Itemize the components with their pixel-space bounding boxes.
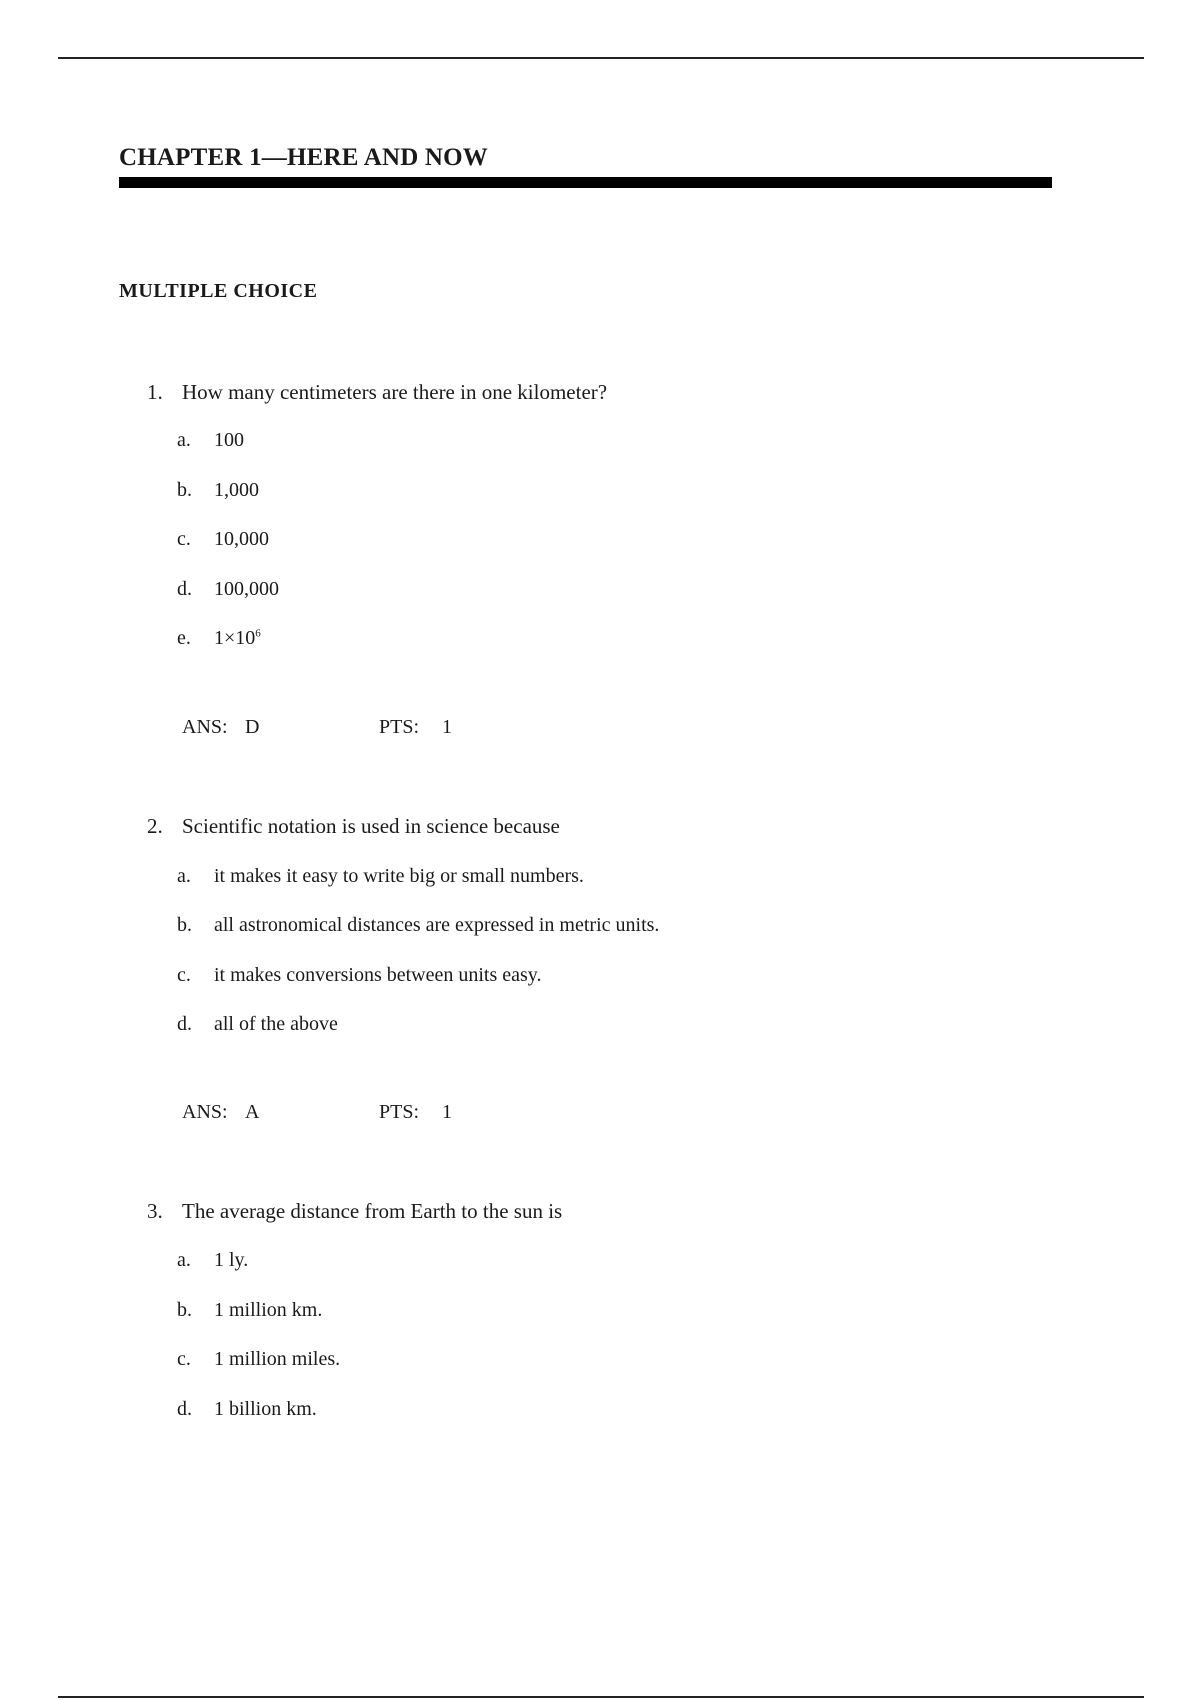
option-text (214, 627, 261, 650)
option-text-base: 1×10 (214, 627, 256, 649)
question-number: 1. (147, 380, 163, 404)
option-letter: b. (177, 1299, 192, 1321)
option-text: 1 million miles. (214, 1348, 341, 1370)
option-letter: b. (177, 479, 192, 501)
question-text: The average distance from Earth to the sun is (182, 1199, 563, 1223)
page-bottom-rule (58, 1696, 1144, 1698)
answer-value: D (245, 716, 260, 738)
option-2c (0, 964, 1200, 994)
chapter-title: CHAPTER 1—HERE AND NOW (119, 144, 489, 171)
option-letter: d. (177, 1013, 192, 1035)
points-value: 1 (442, 1101, 452, 1123)
option-text: all astronomical distances are expressed in metric units. (214, 914, 660, 936)
option-letter: c. (177, 964, 191, 986)
option-letter: e. (177, 627, 191, 649)
option-1b (0, 479, 1200, 509)
option-text: 100 (214, 429, 244, 451)
page-top-rule (58, 57, 1144, 59)
question-text: Scientific notation is used in science because (182, 814, 560, 838)
question-number: 3. (147, 1199, 163, 1223)
option-text: 1 ly. (214, 1249, 249, 1271)
points-value: 1 (442, 716, 452, 738)
option-letter: c. (177, 528, 191, 550)
option-letter: d. (177, 578, 192, 600)
option-3d (0, 1398, 1200, 1428)
option-letter: c. (177, 1348, 191, 1370)
points-label: PTS: (379, 1101, 420, 1123)
option-letter: b. (177, 914, 192, 936)
question-number: 2. (147, 814, 163, 838)
option-letter: a. (177, 429, 191, 451)
option-3a (0, 1249, 1200, 1279)
option-3b (0, 1299, 1200, 1329)
answer-label: ANS: (182, 1101, 228, 1123)
option-3c (0, 1348, 1200, 1378)
option-1c (0, 528, 1200, 558)
option-2d (0, 1013, 1200, 1043)
option-letter: d. (177, 1398, 192, 1420)
option-1d (0, 578, 1200, 608)
option-text: 1 million km. (214, 1299, 323, 1321)
option-letter: a. (177, 865, 191, 887)
option-text: 100,000 (214, 578, 279, 600)
option-text: it makes it easy to write big or small numbers. (214, 865, 584, 887)
answer-value: A (245, 1101, 260, 1123)
option-letter: a. (177, 1249, 191, 1271)
option-text: 1,000 (214, 479, 259, 501)
option-2b (0, 914, 1200, 944)
answer-label: ANS: (182, 716, 228, 738)
option-text-exponent: 6 (255, 627, 261, 640)
option-1a (0, 429, 1200, 459)
section-title: MULTIPLE CHOICE (119, 280, 318, 302)
option-text: 10,000 (214, 528, 269, 550)
points-label: PTS: (379, 716, 420, 738)
option-text: all of the above (214, 1013, 338, 1035)
option-2a (0, 865, 1200, 895)
chapter-title-underline (119, 177, 1052, 188)
option-text: 1 billion km. (214, 1398, 317, 1420)
option-1e (0, 627, 1200, 657)
option-text: it makes conversions between units easy. (214, 964, 542, 986)
question-text: How many centimeters are there in one kilometer? (182, 380, 608, 404)
